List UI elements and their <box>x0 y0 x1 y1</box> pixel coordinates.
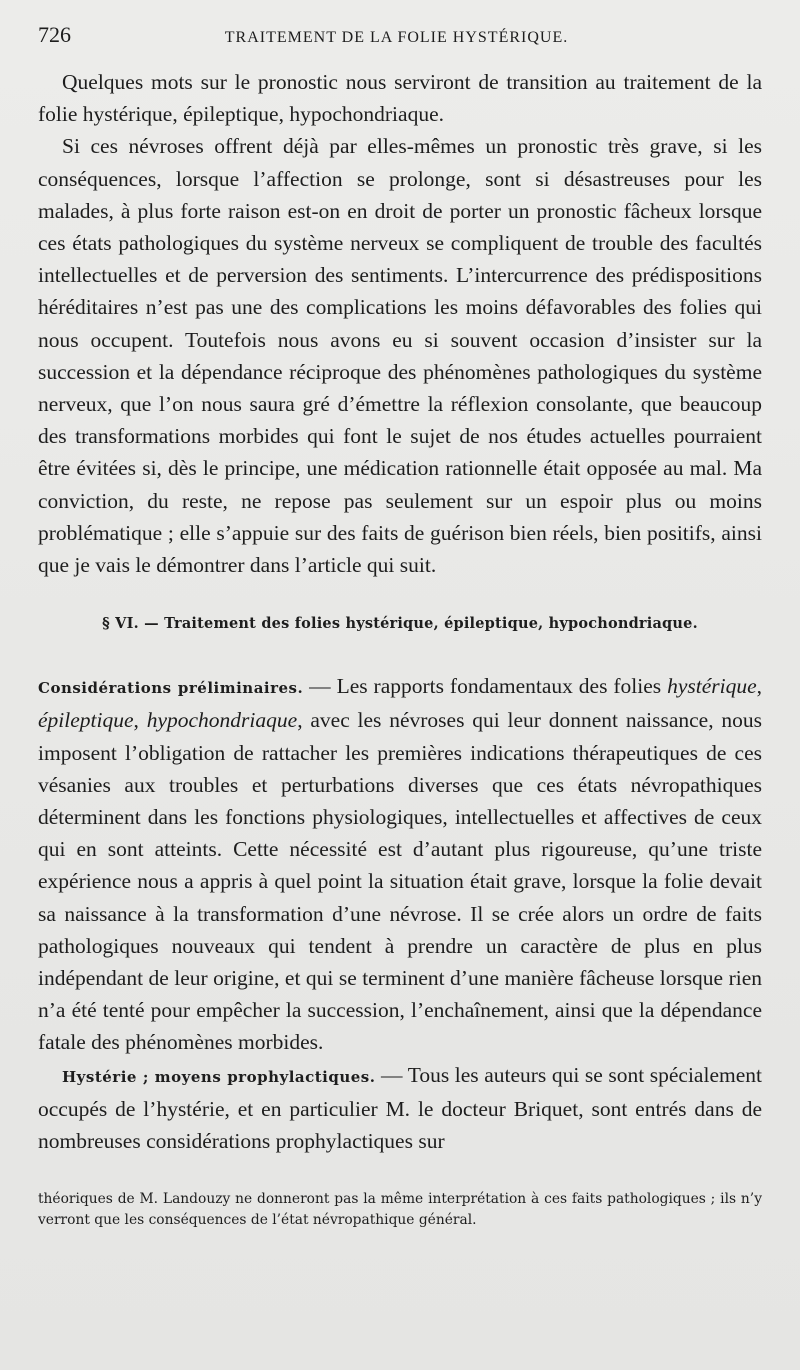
considerations-text-rest: , avec les névroses qui leur donnent naissance, nous imposent l’obligation de rattacher les premières indications thérapeutiques de ces vésanies aux troubles et perturbations diverses que ces états névropathiques déterminent dans les fonctions physiologiques, intellectuelles et affectives de ceux qui en sont atteints. Cette nécessité est d’autant plus rigoureuse, qu’une triste expérience nous a appris à quel point la situation était grave, lorsque la folie devait sa naissance à la transformation d’une névrose. Il se crée alors un ordre de faits pathologiques nouveaux qui tendent à prendre un caractère de plus en plus indépendant de leur origine, et qui se terminent d’une manière fâcheuse lorsque rien n’a été tenté pour empêcher la succession, l’enchaînement, ainsi que la dépendance fatale des phénomènes morbides. <box>38 708 763 1055</box>
footnote: théoriques de M. Landouzy ne donneront pas la même interprétation à ces faits pathologiques ; ils n’y verront que les conséquences de l’état névropathique général. <box>38 1191 762 1229</box>
comma: , <box>756 674 763 699</box>
section-heading: § VI. — Traitement des folies hystérique, épileptique, hypochondriaque. <box>102 615 698 633</box>
paragraph-prophylaxis <box>38 1059 762 1158</box>
run-in-heading-prophylaxis: Hystérie ; moyens prophylactiques. <box>62 1067 376 1086</box>
paragraph-transition: Quelques mots sur le pronostic nous serviront de transition au traitement de la folie hystérique, épileptique, hypochondriaque. <box>38 70 762 127</box>
running-head <box>38 22 762 66</box>
italic-term-hysterique: hystérique <box>667 674 757 699</box>
paragraph-prognosis: Si ces névroses offrent déjà par elles-mêmes un pronostic très grave, si les conséquences, lorsque l’affection se prolonge, sont si désastreuses pour les malades, à plus forte raison est-on en droit de porter un pronostic fâcheux lorsque ces états pathologiques du système nerveux se compliquent de trouble des facultés intellectuelles et de perversion des sentiments. L’intercurrence des prédispositions héréditaires n’est pas une des complications les moins défavorables des folies qui nous occupent. Toutefois nous avons eu si souvent occasion d’insister sur la succession et la dépendance réciproque des phénomènes pathologiques du système nerveux, que l’on nous saura gré d’émettre la réflexion consolante, que beaucoup des transformations morbides qui font le sujet de nos études actuelles pourraient être évitées si, dès le principe, une médication rationnelle était opposée au mal. Ma conviction, du reste, ne repose pas seulement sur un espoir plus ou moins problématique ; elle s’appuie sur des faits de guérison bien réels, bien positifs, ainsi que je vais le démontrer dans l’article qui suit. <box>38 134 762 578</box>
em-dash-separator: — <box>375 1062 408 1087</box>
run-in-heading-considerations: Considérations préliminaires. <box>38 679 304 698</box>
italic-term-hypochondriaque: hypochondriaque <box>146 708 298 733</box>
running-title: TRAITEMENT DE LA FOLIE HYSTÉRIQUE. <box>224 29 569 46</box>
italic-term-epileptique: épileptique <box>38 708 134 733</box>
paragraph-preliminary-considerations <box>38 670 762 1058</box>
em-dash-separator: — <box>303 674 337 699</box>
considerations-text-start: Les rapports fondamentaux des folies <box>336 674 668 699</box>
page-number: 726 <box>38 22 71 47</box>
comma: , <box>133 708 147 733</box>
prophylaxis-text: Tous les auteurs qui se sont spécialement occupés de l’hystérie, et en particulier M. le docteur Briquet, sont entrés dans de nombreuses considérations prophylactiques sur <box>38 1062 762 1154</box>
